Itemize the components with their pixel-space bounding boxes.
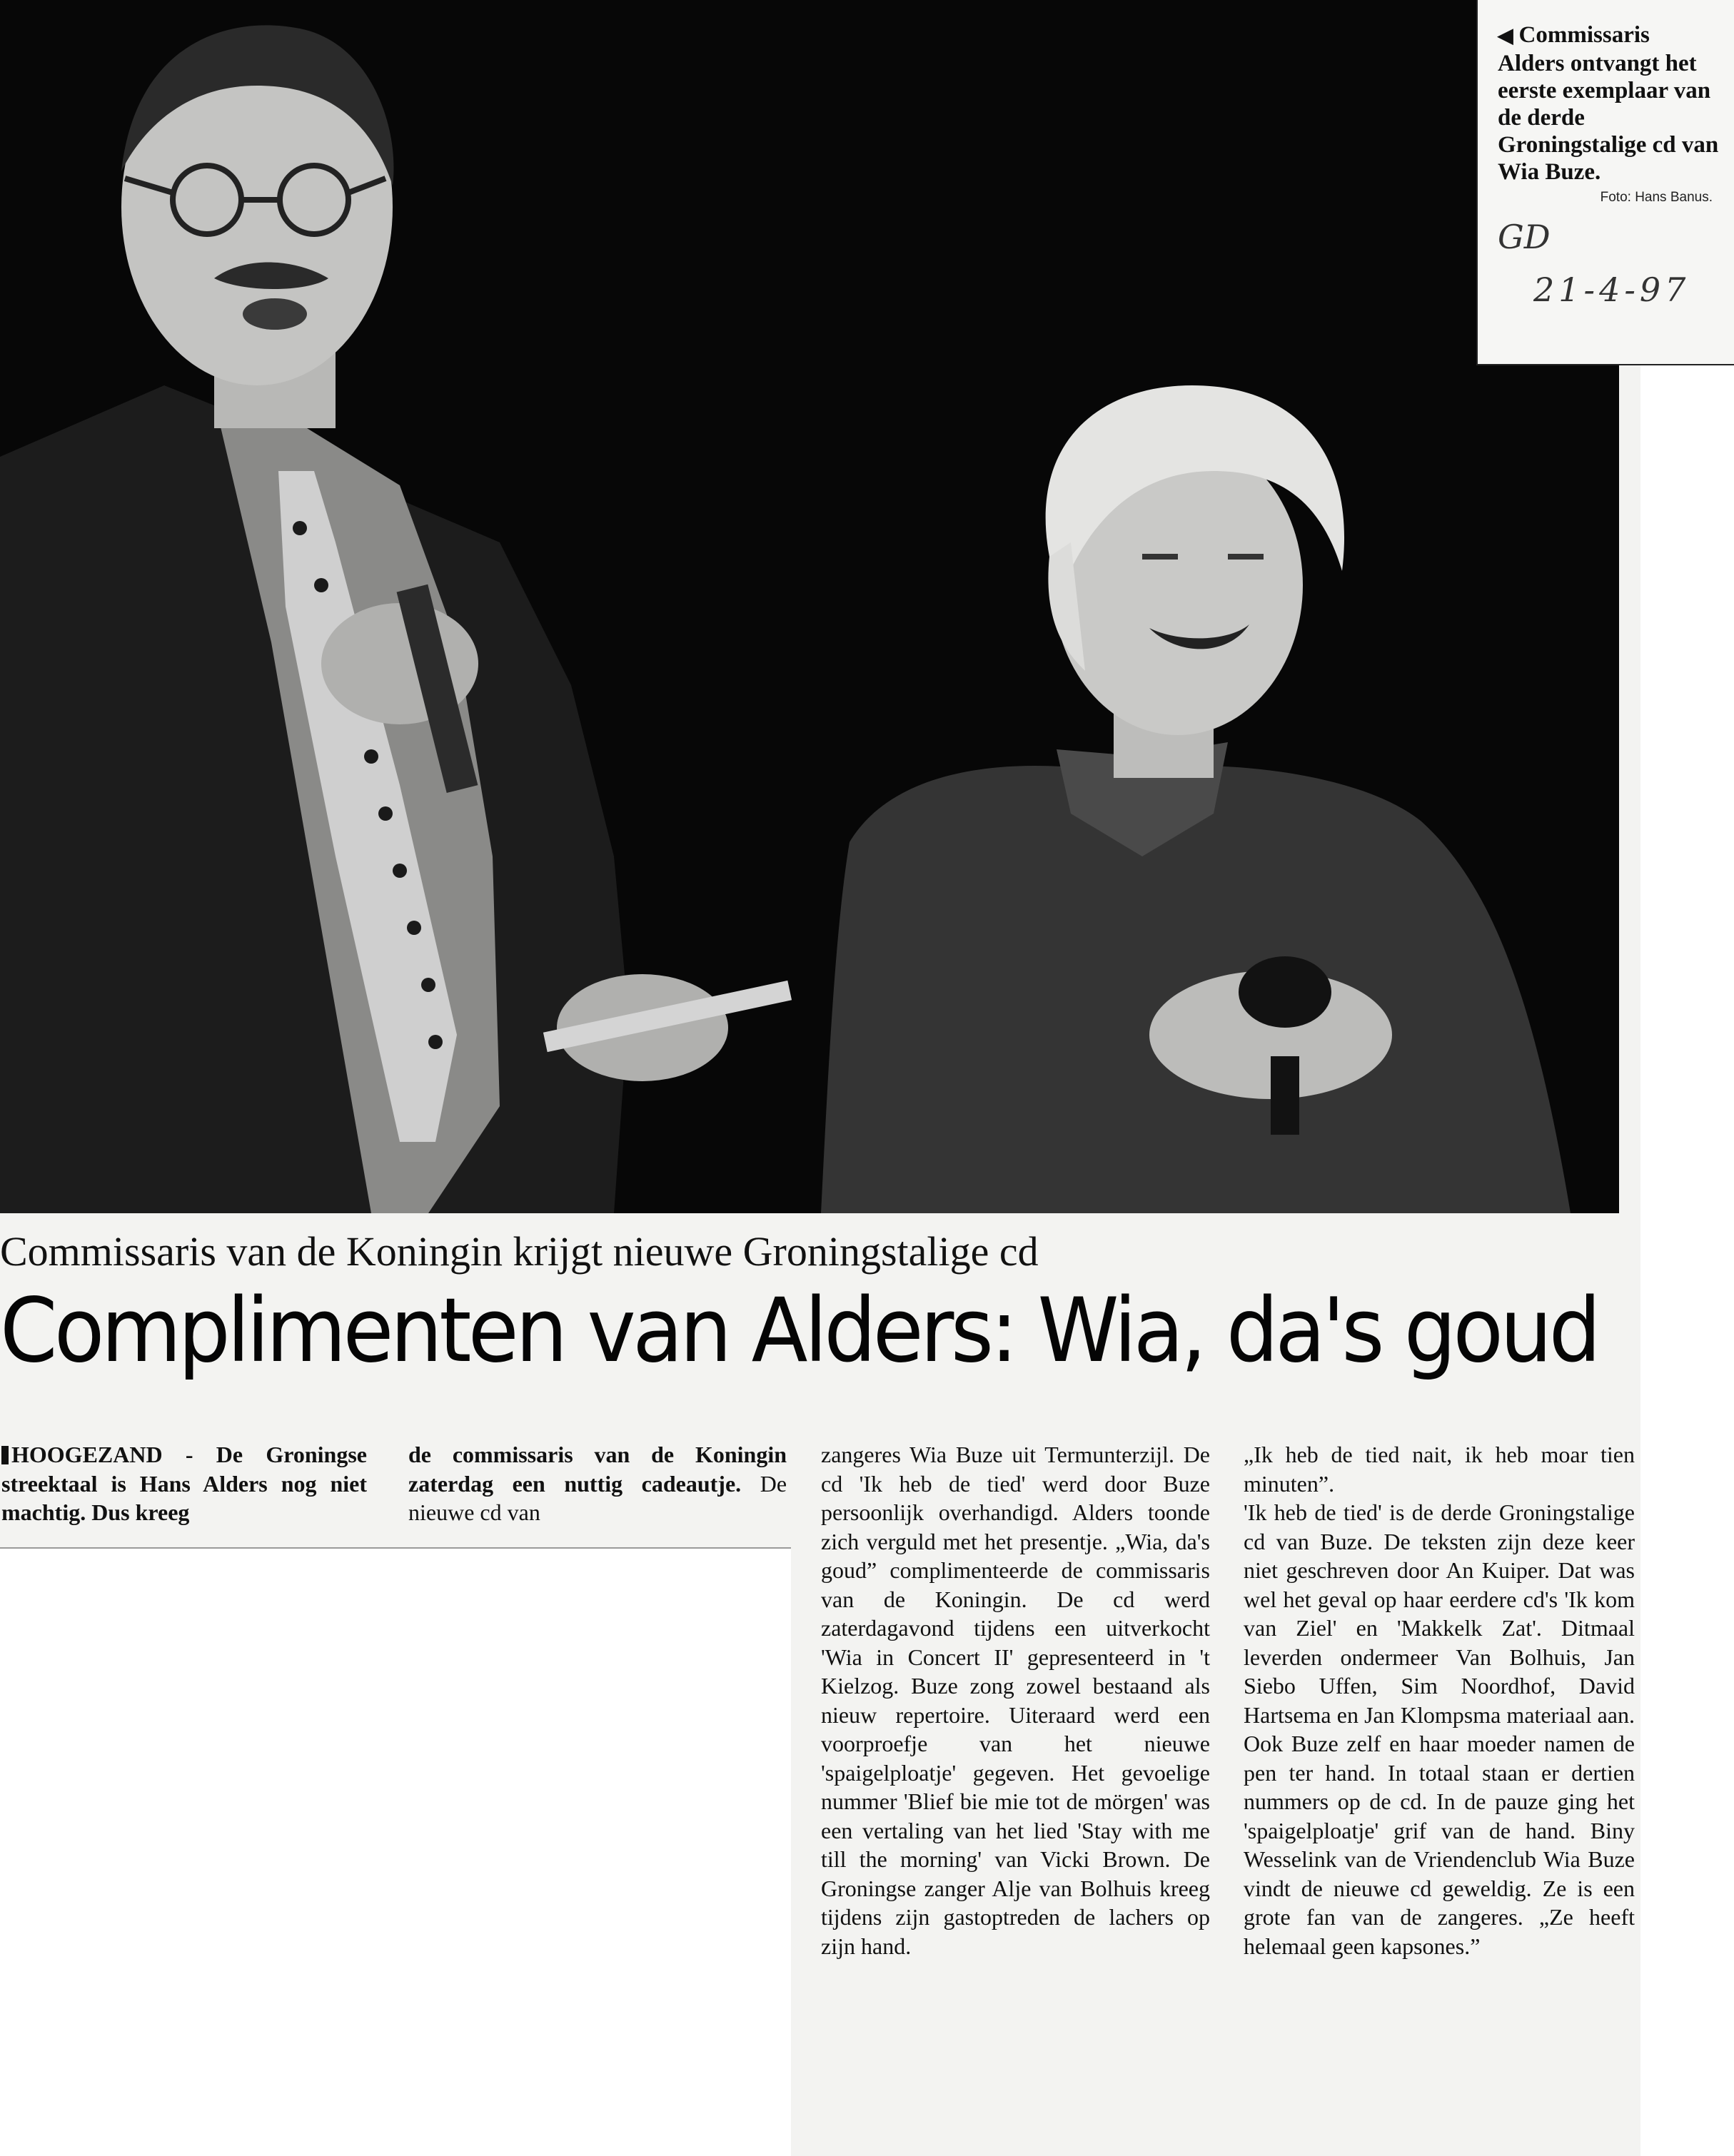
article-body-quote: „Ik heb de tied nait, ik heb moar tien minuten”.	[1244, 1442, 1635, 1497]
article-lead-part-2: de commissaris van de Koningin zaterdag een nuttig cadeautje.	[408, 1442, 787, 1497]
article-column-4	[1244, 1440, 1635, 1960]
arrow-left-icon: ◀	[1498, 25, 1513, 47]
clipping-edge	[0, 1547, 791, 1549]
article-dateline: HOOGEZAND	[11, 1442, 163, 1467]
article-body-part-1: De nieuwe cd van	[408, 1470, 787, 1525]
article-body-part-3: 'Ik heb de tied' is de derde Groningstalige cd van Buze. De teksten zijn deze keer niet geschreven door An Kuiper. Dat was wel het geval op haar eerdere cd's 'Ik kom van Ziel' en 'Makkelk Zat'. Ditmaal leverden ondermeer Van Bolhuis, Jan Siebo Uffen, Sim Noordhof, David Hartsema en Jan Klompsma materiaal aan. Ook Buze zelf en haar moeder namen de pen ter hand. In totaal staan er dertien nummers op de cd. In de pauze ging het 'spaigelploatje' grif van de hand. Biny Wesselink van de Vriendenclub Wia Buze vindt de nieuwe cd geweldig. Ze is een grote fan van de zangeres. „Ze heeft helemaal geen kapsones.”	[1244, 1499, 1635, 1959]
dateline-marker	[1, 1446, 9, 1464]
article-kicker: Commissaris van de Koningin krijgt nieuwe Groningstalige cd	[0, 1228, 1039, 1275]
article-column-2	[408, 1440, 787, 1527]
article-column-3	[821, 1440, 1210, 1960]
photo-caption-box	[1476, 0, 1734, 365]
handwritten-date: 21-4-97	[1533, 270, 1690, 309]
photo-caption-text: Commissaris Alders ontvangt het eerste exemplaar van de derde Groningstalige cd van Wia Buze.	[1498, 22, 1719, 185]
photo-caption	[1498, 21, 1720, 186]
photo-credit: Foto: Hans Banus.	[1600, 190, 1713, 205]
article-headline: Complimenten van Alders: Wia, da's goud	[0, 1280, 1598, 1382]
article-body-part-2: zangeres Wia Buze uit Termunterzijl. De cd 'Ik heb de tied' werd door Buze persoonlijk overhandigd. Alders toonde zich verguld met het presentje. „Wia, da's goud” complimenteerde de commissaris van de Koningin. De cd werd zaterdagavond tijdens een uitverkocht 'Wia in Concert II' gepresenteerd in 't Kielzog. Buze zong zowel bestaand als nieuw repertoire. Uiteraard werd een voorproefje van het nieuwe 'spaigelploatje' gegeven. Het gevoelige nummer 'Blief bie mie tot de mörgen' was een vertaling van het lied 'Stay with me till the morning' van Vicki Brown. De Groningse zanger Alje van Bolhuis kreeg tijdens zijn gastoptreden de lachers op zijn hand.	[821, 1442, 1210, 1959]
handwritten-source: GD	[1498, 218, 1551, 256]
article-lead-part-1: - De Groningse streektaal is Hans Alders nog niet machtig. Dus kreeg	[1, 1442, 367, 1525]
article-column-1	[1, 1440, 367, 1527]
empty-area-left	[0, 1547, 791, 2156]
